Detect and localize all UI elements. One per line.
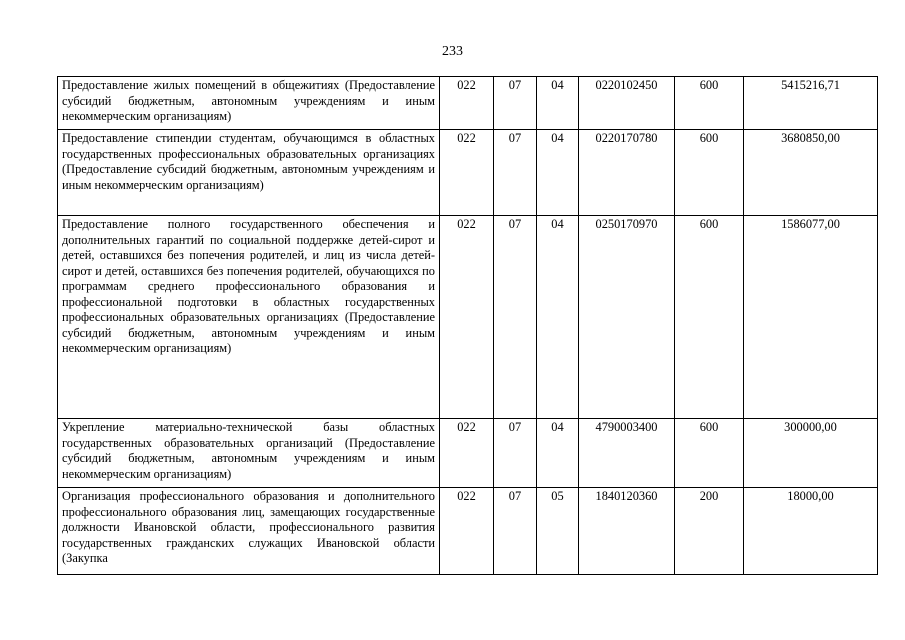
amount: 300000,00 bbox=[744, 419, 878, 488]
table-row bbox=[58, 130, 878, 216]
amount: 3680850,00 bbox=[744, 130, 878, 216]
target-article-code: 4790003400 bbox=[579, 419, 675, 488]
table-row bbox=[58, 77, 878, 130]
table-row bbox=[58, 419, 878, 488]
target-article-code: 0220102450 bbox=[579, 77, 675, 130]
amount: 18000,00 bbox=[744, 488, 878, 575]
row-description: Организация профессионального образования и дополнительного профессионального образования лиц, замещающих государственные должности Ивановской области, профессионального развития государственных гражданских служащих Ивановской области (Закупка bbox=[58, 488, 440, 575]
budget-table bbox=[57, 76, 878, 575]
ministry-code: 022 bbox=[440, 419, 494, 488]
row-description: Укрепление материально-технической базы областных государственных образовательных организаций (Предоставление субсидий бюджетным, автономным учреждениям и иным некоммерческим организациям) bbox=[58, 419, 440, 488]
page-number: 233 bbox=[442, 44, 463, 59]
subsection-code: 04 bbox=[537, 419, 579, 488]
amount: 1586077,00 bbox=[744, 216, 878, 419]
ministry-code: 022 bbox=[440, 130, 494, 216]
row-description: Предоставление жилых помещений в общежитиях (Предоставление субсидий бюджетным, автономным учреждениям и иным некоммерческим организациям) bbox=[58, 77, 440, 130]
row-description: Предоставление полного государственного обеспечения и дополнительных гарантий по социальной поддержке детей-сирот и детей, оставшихся без попечения родителей, и лиц из числа детей-сирот и детей, оставшихся без попечения родителей, обучающихся по программам среднего профессионального образования и профессиональной подготовки в областных государственных профессиональных образовательных организациях (Предоставление субсидий бюджетным, автономным учреждениям и иным некоммерческим организациям) bbox=[58, 216, 440, 419]
row-description: Предоставление стипендии студентам, обучающимся в областных государственных профессиональных образовательных организациях (Предоставление субсидий бюджетным, автономным учреждениям и иным некоммерческим организациям) bbox=[58, 130, 440, 216]
target-article-code: 0250170970 bbox=[579, 216, 675, 419]
section-code: 07 bbox=[494, 419, 537, 488]
ministry-code: 022 bbox=[440, 77, 494, 130]
section-code: 07 bbox=[494, 77, 537, 130]
ministry-code: 022 bbox=[440, 488, 494, 575]
table-row bbox=[58, 216, 878, 419]
subsection-code: 04 bbox=[537, 77, 579, 130]
amount: 5415216,71 bbox=[744, 77, 878, 130]
subsection-code: 05 bbox=[537, 488, 579, 575]
target-article-code: 1840120360 bbox=[579, 488, 675, 575]
expense-type-code: 600 bbox=[675, 130, 744, 216]
ministry-code: 022 bbox=[440, 216, 494, 419]
expense-type-code: 200 bbox=[675, 488, 744, 575]
table-row bbox=[58, 488, 878, 575]
section-code: 07 bbox=[494, 130, 537, 216]
section-code: 07 bbox=[494, 488, 537, 575]
section-code: 07 bbox=[494, 216, 537, 419]
expense-type-code: 600 bbox=[675, 77, 744, 130]
expense-type-code: 600 bbox=[675, 419, 744, 488]
subsection-code: 04 bbox=[537, 216, 579, 419]
expense-type-code: 600 bbox=[675, 216, 744, 419]
target-article-code: 0220170780 bbox=[579, 130, 675, 216]
subsection-code: 04 bbox=[537, 130, 579, 216]
